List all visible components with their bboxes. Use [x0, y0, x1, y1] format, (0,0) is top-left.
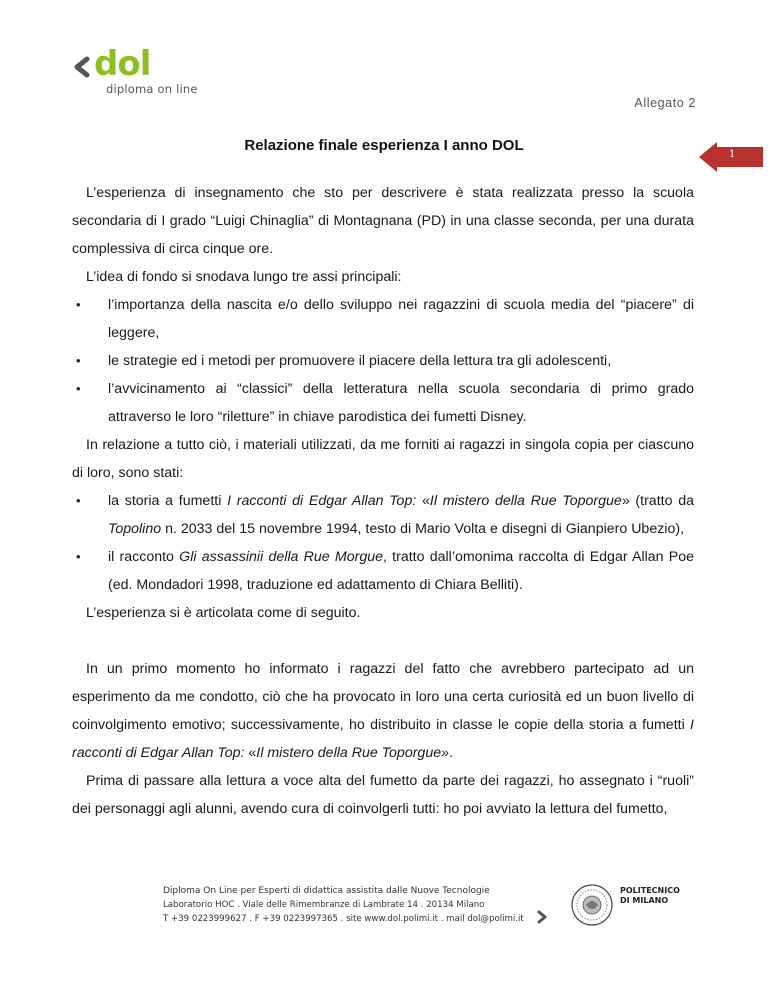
list-item: • le strategie ed i metodi per promuovere il piacere della lettura tra gli adolescenti,: [72, 347, 694, 375]
polimi-wordmark: POLITECNICO DI MILANO: [620, 886, 680, 905]
materials-list: [72, 487, 694, 599]
paragraph: L’idea di fondo si snodava lungo tre assi principali:: [86, 269, 402, 285]
paragraph: In relazione a tutto ciò, i materiali utilizzati, da me forniti ai ragazzi in singola copia per ciascuno di loro, sono stati:: [72, 437, 694, 481]
paragraph: L’esperienza di insegnamento che sto per descrivere è stata realizzata presso la scuola secondaria di I grado “Luigi Chinaglia” di Montagnana (PD) in una classe seconda, per una durata complessiva di circa cinque ore.: [72, 185, 694, 257]
list-item: • l’avvicinamento ai “classici” della letteratura nella scuola secondaria di primo grado attraverso le loro “riletture” in chiave parodistica dei fumetti Disney.: [72, 375, 694, 431]
footer-address: [163, 884, 563, 926]
chevron-left-icon: [72, 56, 90, 78]
logo-tagline: diploma on line: [106, 82, 198, 96]
document-body: [72, 179, 694, 823]
page-number: 1: [729, 149, 736, 160]
footer-line: Diploma On Line per Esperti di didattica assistita dalle Nuove Tecnologie: [163, 886, 490, 896]
list-item: • l’importanza della nascita e/o dello sviluppo nei ragazzini di scuola media del “piacere” di leggere,: [72, 291, 694, 347]
polimi-seal-logo: [570, 883, 614, 927]
list-item: • la storia a fumetti I racconti di Edgar Allan Top: «Il mistero della Rue Toporgue» (tratto da Topolino n. 2033 del 15 novembre 1994, testo di Mario Volta e disegni di Gianpiero Ubezio),: [72, 487, 694, 543]
paragraph: In un primo momento ho informato i ragazzi del fatto che avrebbero partecipato ad un esperimento da me condotto, ciò che ha provocato in loro una certa curiosità ed un buon livello di coinvolgimento emotivo; successivamente, ho distribuito in classe le copie della storia a fumetti I racconti di Edgar Allan Top: «Il mistero della Rue Toporgue».: [72, 661, 694, 761]
footer-line: Laboratorio HOC . Viale delle Rimembranze di Lambrate 14 . 20134 Milano: [163, 900, 485, 910]
list-item: • il racconto Gli assassinii della Rue Morgue, tratto dall’omonima raccolta di Edgar Allan Poe (ed. Mondadori 1998, traduzione ed adattamento di Chiara Belliti).: [72, 543, 694, 599]
dol-logo: [72, 44, 242, 100]
page-title: Relazione finale esperienza I anno DOL: [244, 137, 524, 154]
paragraph: Prima di passare alla lettura a voce alta del fumetto da parte dei ragazzi, ho assegnato i “ruoli” dei personaggi agli alunni, avendo cura di coinvolgerli tutti: ho poi avviato la lettura del fumetto,: [72, 773, 694, 817]
footer-line: T +39 0223999627 . F +39 0223997365 . site www.dol.polimi.it . mail dol@polimi.it: [163, 914, 524, 924]
paragraph: L’esperienza si è articolata come di seguito.: [86, 605, 361, 621]
allegato-label: Allegato 2: [634, 96, 696, 110]
chevron-right-icon: [536, 910, 548, 924]
bullet-list: [72, 291, 694, 431]
logo-word: dol: [94, 44, 151, 84]
